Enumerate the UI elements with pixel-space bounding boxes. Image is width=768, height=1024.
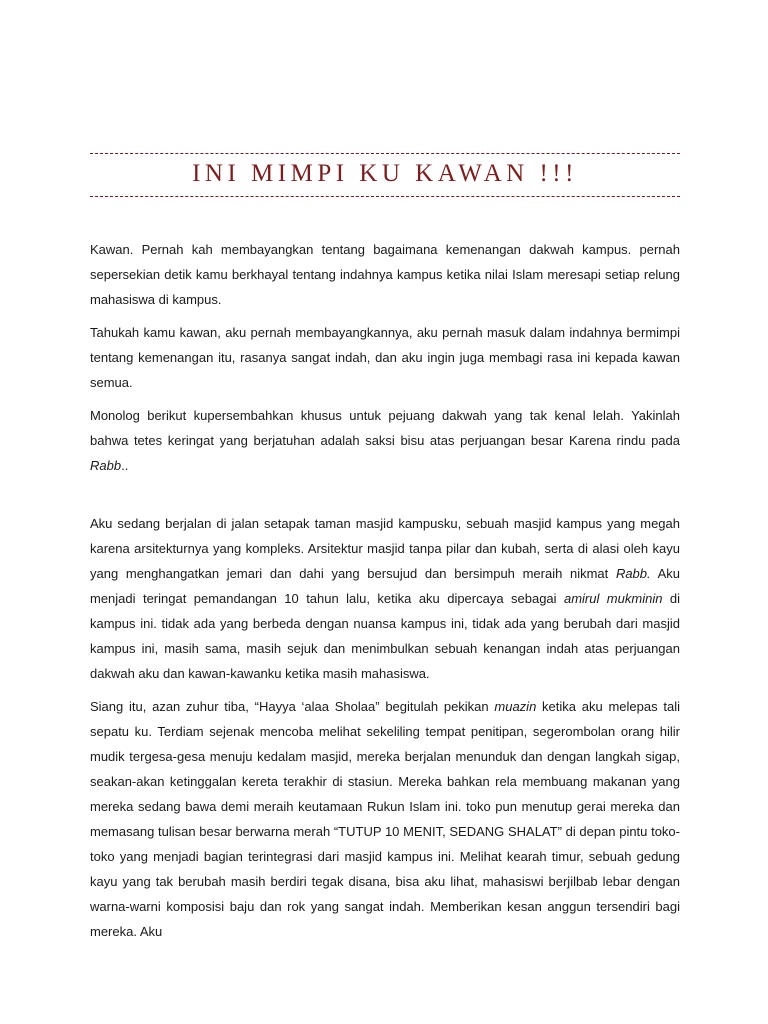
title-bottom-rule — [90, 196, 680, 197]
document-title: INI MIMPI KU KAWAN !!! — [192, 160, 578, 187]
paragraph: Kawan. Pernah kah membayangkan tentang bagaimana kemenangan dakwah kampus. pernah sepersekian detik kamu berkhayal tentang indahnya kampus ketika nilai Islam meresapi setiap relung mahasiswa di kampus. — [90, 242, 680, 307]
paragraph: Siang itu, azan zuhur tiba, “Hayya ‘alaa Sholaa” begitulah pekikan muazin ketika aku melepas tali sepatu ku. Terdiam sejenak mencoba melihat sekeliling tempat penitipan, segerombolan orang hilir mudik tergesa-gesa menuju kedalam masjid, mereka berjalan menunduk dan dengan langkah sigap, seakan-akan ketinggalan kereta terakhir di stasiun. Mereka bahkan rela membuang makanan yang mereka sedang bawa demi meraih keutamaan Rukun Islam ini. toko pun menutup gerai mereka dan memasang tulisan besar berwarna merah “TUTUP 10 MENIT, SEDANG SHALAT” di depan pintu toko-toko yang menjadi bagian terintegrasi dari masjid kampus ini. Melihat kearah timur, sebuah gedung kayu yang tak berubah masih berdiri tegak disana, bisa aku lihat, mahasiswi berjilbab lebar dengan warna-warni komposisi baju dan rok yang sangat indah. Memberikan kesan anggun tersendiri bagi mereka. Aku — [90, 699, 680, 939]
paragraph: Aku sedang berjalan di jalan setapak taman masjid kampusku, sebuah masjid kampus yang megah karena arsitekturnya yang kompleks. Arsitektur masjid tanpa pilar dan kubah, serta di alasi oleh kayu yang menghangatkan jemari dan dahi yang bersujud dan bersimpuh meraih nikmat Rabb. Aku menjadi teringat pemandangan 10 tahun lalu, ketika aku dipercaya sebagai amirul mukminin di kampus ini. tidak ada yang berbeda dengan nuansa kampus ini, tidak ada yang berubah dari masjid kampus ini, masih sama, masih sejuk dan menimbulkan sebuah kenangan indah atas perjuangan dakwah aku dan kawan-kawanku ketika masih mahasiswa. — [90, 516, 680, 681]
document-page — [90, 153, 680, 952]
document-body — [90, 237, 680, 944]
title-top-rule — [90, 153, 680, 154]
paragraph: Tahukah kamu kawan, aku pernah membayangkannya, aku pernah masuk dalam indahnya bermimpi tentang kemenangan itu, rasanya sangat indah, dan aku ingin juga membagi rasa ini kepada kawan semua. — [90, 325, 680, 390]
paragraph: Monolog berikut kupersembahkan khusus untuk pejuang dakwah yang tak kenal lelah. Yakinlah bahwa tetes keringat yang berjatuhan adalah saksi bisu atas perjuangan besar Karena rindu pada Rabb.. — [90, 408, 680, 473]
